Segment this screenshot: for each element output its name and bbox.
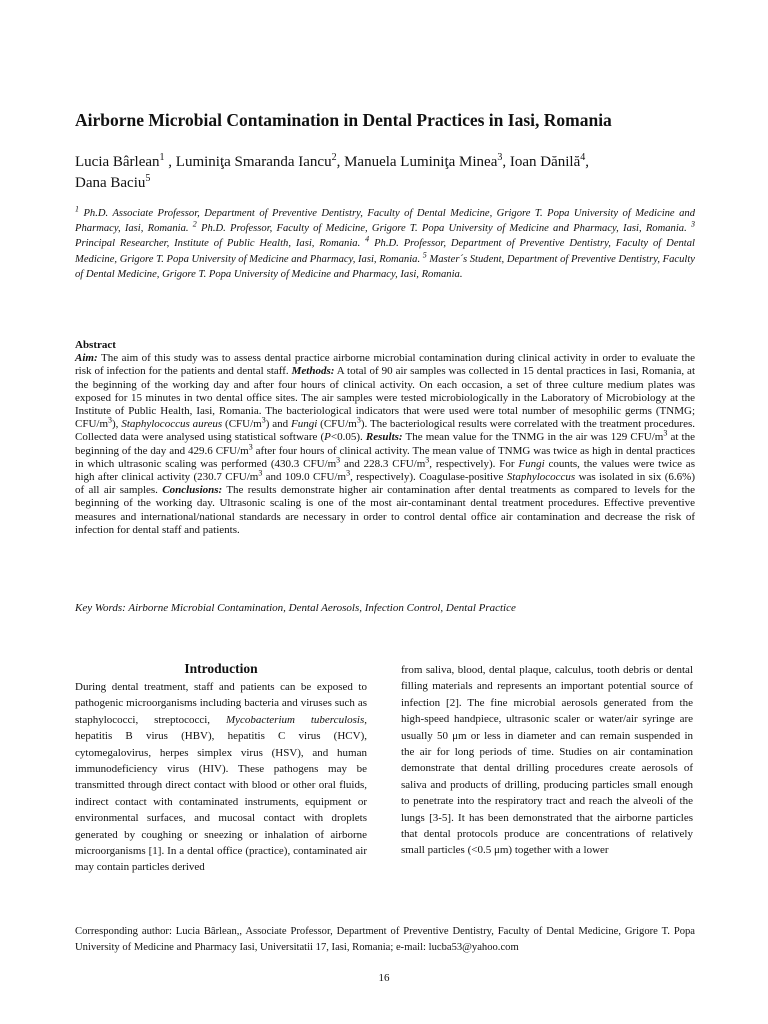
abstract-text: ), — [112, 418, 122, 431]
abstract-text: <0.05). — [330, 431, 366, 444]
abstract-heading: Abstract — [75, 339, 116, 351]
abstract-text: A total of 90 air samples was collected in 15 dental practices in Iasi, Romania, at the beginning of the working day and after four hours of clinical activity. On each occasion, a set of three culture medium plates was exposed for 15 minutes in two dental office sites. The air samples were tested microbiologically in the Laboratory of Microbiology at the Institute of Public Health, Iasi, Romania. The bacteriological indicators that were used were total number of mesophilic germs (TNMG; CFU/m — [75, 365, 695, 431]
superscript: 3 — [356, 415, 361, 425]
affiliation-mark: 5 — [422, 250, 427, 260]
affiliation-text: Ph.D. Professor, Faculty of Medicine, Grigore T. Popa University of Medicine and Pharmacy, Iasi, Romania. — [196, 223, 691, 235]
affiliation-text: Ph.D. Professor, Department of Preventive Dentistry, Faculty of Dental Medicine, Grigore T. Popa University of Medicine and Pharmacy, Iasi, Romania. — [75, 238, 695, 265]
right-column — [401, 662, 693, 859]
author-separator: , — [164, 154, 176, 170]
abstract-text: and 109.0 CFU/m — [262, 471, 347, 484]
abstract-text: ). The bacteriological results were correlated with the treatment procedures. Collected data were analysed using statistical software ( — [75, 418, 695, 444]
author-separator: , — [502, 154, 510, 170]
abstract-text: , respectively). Coagulase-positive — [350, 471, 507, 484]
superscript: 3 — [258, 468, 263, 478]
superscript: 3 — [248, 441, 253, 451]
species-name: Staphylococcus — [506, 471, 576, 484]
affiliation-mark: 1 — [75, 204, 79, 214]
section-heading: Introduction — [184, 661, 258, 676]
abstract-text: The aim of this study was to assess dental practice airborne microbial contamination during clinical activity in order to evaluate the risk of infection for the patients and dental staff. — [75, 352, 695, 378]
left-column — [75, 660, 367, 876]
abstract-text: after four hours of clinical activity. The mean value of TNMG was twice as high in dental practices in which ultrasonic scaling was performed (430.3 CFU/m — [75, 444, 696, 470]
corresponding-author-footnote: Corresponding author: Lucia Bârlean,, Associate Professor, Department of Preventive Dentistry, Faculty of Dental Medicine, Grigore T. Popa University of Medicine and Pharmacy Iasi, Universitatii 17, Iasi, Romania; e-mail: lucba53@yahoo.com — [75, 926, 695, 953]
p-value-letter: P — [324, 431, 331, 444]
author-affiliation-mark: 5 — [145, 173, 151, 184]
species-name: Fungi — [291, 418, 318, 431]
abstract-text: The mean value for the TNMG in the air was 129 CFU/m — [402, 431, 664, 444]
affiliations — [75, 206, 695, 282]
body-text: During dental treatment, staff and patients can be exposed to pathogenic microorganisms including bacteria and viruses such as staphylococci, streptococci, — [75, 681, 367, 726]
methods-label: Methods: — [291, 365, 335, 378]
affiliation-mark: 2 — [192, 219, 197, 229]
superscript: 3 — [425, 455, 430, 465]
paper-title: Airborne Microbial Contamination in Dental Practices in Iasi, Romania — [75, 110, 612, 130]
species-name: Staphylococcus aureus — [121, 418, 223, 431]
author-affiliation-mark: 1 — [159, 152, 165, 163]
species-name: Fungi — [518, 457, 545, 470]
abstract-text: and 228.3 CFU/m — [340, 457, 426, 470]
affiliation-mark: 4 — [365, 234, 370, 244]
author-name: Luminiţa Smaranda Iancu — [175, 154, 332, 170]
superscript: 3 — [663, 428, 668, 438]
abstract-text: counts, the values were twice as high after clinical activity (230.7 CFU/m — [75, 457, 695, 484]
abstract-text: ) and — [265, 418, 292, 431]
affiliation-text: Ph.D. Associate Professor, Department of Preventive Dentistry, Faculty of Dental Medicine, Grigore T. Popa University of Medicine and Pharmacy, Iasi, Romania. — [75, 208, 695, 235]
abstract-text: , respectively). For — [429, 457, 519, 470]
author-list — [75, 152, 695, 194]
body-text: from saliva, blood, dental plaque, calculus, tooth debris or dental filling materials and represents an important potential source of infection [2]. The fine microbial aerosols generated from the high-speed handpiece, ultrasonic scaler or water/air syringe are usually 50 μm or less in diameter and can remain suspended in the air for long periods of time. Studies on air contamination demonstrate that dental drilling procedures create aerosols of saliva and products of drilling, producing particles small enough to penetrate into the respiratory tract and reach the alveoli of the lungs [3-5]. It has been demonstrated that the airborne particles that dental protocols produce are concentrations of relatively small particles (<0.5 μm) together with a lower — [401, 664, 693, 857]
author-separator: , — [585, 154, 590, 170]
affiliation-mark: 3 — [691, 219, 695, 229]
results-label: Results: — [365, 431, 403, 444]
abstract-text: at the beginning of the day and 429.6 CFU/m — [75, 431, 695, 457]
abstract-text: (CFU/m — [222, 418, 262, 431]
affiliation-text: Principal Researcher, Institute of Public Health, Iasi, Romania. — [75, 238, 366, 250]
author-separator: , — [336, 154, 345, 170]
author-name: Lucia Bârlean — [75, 154, 160, 170]
author-name: Ioan Dănilă — [509, 154, 581, 170]
author-name: Manuela Luminiţa Minea — [344, 154, 498, 170]
body-text: , hepatitis B virus (HBV), hepatitis C virus (HCV), cytomegalovirus, herpes simplex virus (HSV), and human immunodeficiency virus (HIV). These pathogens may be transmitted through direct contact with blood or other oral fluids, indirect contact with contaminated instruments, equipment or environmental surfaces, and mucosal contact with droplets generated by coughing or sneezing or inhalation of airborne microorganisms [1]. In a dental office (practice), contaminated air may contain particles derived — [75, 713, 367, 874]
superscript: 3 — [346, 468, 351, 478]
conclusions-label: Conclusions: — [162, 484, 223, 497]
author-affiliation-mark: 4 — [580, 152, 586, 163]
affiliation-text: Master´s Student, Department of Preventive Dentistry, Faculty of Dental Medicine, Grigore T. Popa University of Medicine and Pharmacy, Iasi, Romania. — [75, 253, 695, 280]
aim-label: Aim: — [75, 352, 98, 365]
author-affiliation-mark: 2 — [331, 152, 337, 163]
superscript: 3 — [336, 455, 341, 465]
keywords: Key Words: Airborne Microbial Contamination, Dental Aerosols, Infection Control, Dental Practice — [75, 602, 516, 614]
species-name: Mycobacterium tuberculosis — [225, 713, 365, 726]
abstract — [75, 339, 695, 537]
abstract-text: (CFU/m — [317, 418, 357, 431]
author-name: Dana Baciu — [75, 175, 146, 191]
abstract-text: The results demonstrate higher air contamination after dental treatments as compared to levels for the beginning of the working day. Ultrasonic scaling is one of the most air-contaminant dental treatment procedures. Effective preventive measures and international/national standards are necessary in order to control dental office air contamination and decrease the risk of infection for dental staff and patients. — [75, 484, 696, 536]
author-affiliation-mark: 3 — [497, 152, 503, 163]
page-number: 16 — [378, 972, 390, 984]
superscript: 3 — [261, 415, 266, 425]
superscript: 3 — [108, 415, 113, 425]
abstract-text: was isolated in six (6.6%) of all air samples. — [75, 471, 695, 497]
